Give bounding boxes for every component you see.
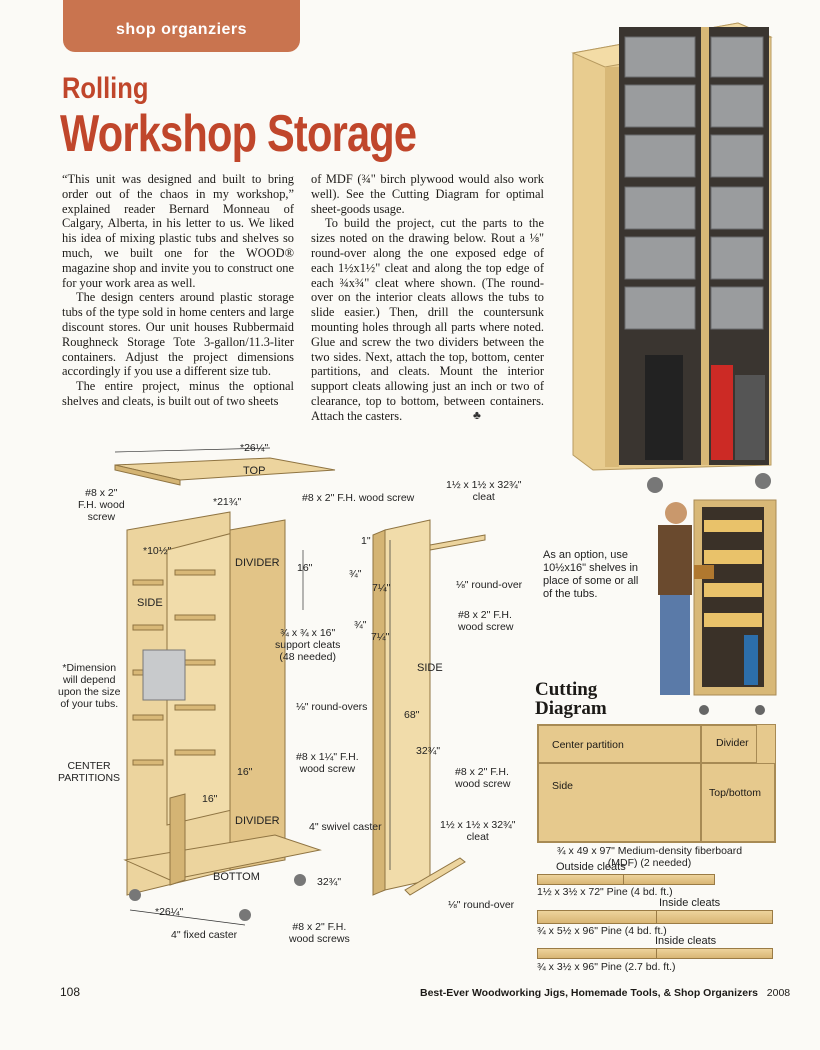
dim-68: 68" bbox=[404, 709, 420, 721]
cleat-bottom-label: 1½ x 1½ x 32¾" cleat bbox=[440, 819, 516, 843]
page-number: 108 bbox=[60, 985, 81, 999]
outside-cleats-label: Outside cleats bbox=[556, 861, 626, 873]
dim-10: *10½" bbox=[143, 545, 172, 557]
screw-right2-label: #8 x 2" F.H. wood screw bbox=[455, 766, 511, 790]
dim-1: 1" bbox=[361, 535, 371, 547]
roundovers-label: ⅛" round-overs bbox=[296, 701, 368, 713]
footer-title bbox=[420, 987, 790, 999]
exploded-drawing bbox=[55, 440, 535, 950]
dim-3234a: 32¾" bbox=[416, 745, 441, 757]
footer-book-title: Best-Ever Woodworking Jigs, Homemade Tools, & Shop Organizers bbox=[420, 987, 759, 999]
inside-cleats-1-label: Inside cleats bbox=[659, 897, 721, 909]
dim-3234b: 32¾" bbox=[317, 876, 342, 888]
cutting-title-line2: Diagram bbox=[535, 698, 607, 719]
divider-top-label: DIVIDER bbox=[235, 557, 280, 569]
bottom-label: BOTTOM bbox=[213, 871, 260, 883]
man-with-cabinet-photo bbox=[632, 495, 782, 720]
cabinet-photo bbox=[563, 15, 783, 500]
divider-bottom-label: DIVIDER bbox=[235, 815, 280, 827]
roundover-a-label: ⅛" round-over bbox=[456, 579, 523, 591]
end-mark-icon: ♣ bbox=[473, 408, 481, 422]
body-column-2 bbox=[311, 172, 544, 424]
cutting-title bbox=[535, 680, 607, 718]
pine-board-3 bbox=[537, 948, 773, 959]
title-line1: Rolling bbox=[62, 72, 149, 105]
side-part: Side bbox=[538, 763, 701, 842]
paragraph-4: of MDF (¾" birch plywood would also work well). See the Cutting Diagram for optimal sheet-goods usage. bbox=[311, 172, 544, 216]
option-caption: As an option, use 10½x16" shelves in place of some or all of the tubs. bbox=[543, 549, 639, 600]
pine-board-1 bbox=[537, 874, 715, 885]
mdf-caption: ¾ x 49 x 97" Medium-density fiberboard (MDF) (2 needed) bbox=[556, 845, 743, 869]
body-column-1 bbox=[62, 172, 294, 409]
fixed-caster-label: 4" fixed caster bbox=[171, 929, 238, 941]
section-tab: shop organziers bbox=[63, 0, 300, 52]
footer-year: 2008 bbox=[766, 987, 791, 999]
dim-21: *21¾" bbox=[213, 496, 242, 508]
paragraph-1: “This unit was designed and built to bring order out of the chaos in my workshop,” explained reader Bernard Monneau of Calgary, Alberta, in his letter to us. We liked his idea of mixing plastic tubs and shelves so much, we built one for the WOOD® magazine shop and invite you to construct one for your work area as well. bbox=[62, 172, 294, 290]
inside-cleats-2-label: Inside cleats bbox=[655, 935, 717, 947]
top-bottom-part: Top/bottom bbox=[701, 763, 775, 842]
side-left-label: SIDE bbox=[137, 597, 163, 609]
pine-board-2 bbox=[537, 910, 773, 924]
pine-board-2-caption: ¾ x 5½ x 96" Pine (4 bd. ft.) bbox=[537, 925, 667, 937]
dim-714b: 7¼" bbox=[371, 631, 390, 643]
dim-714a: 7¼" bbox=[372, 582, 391, 594]
paragraph-5: To build the project, cut the parts to the sizes noted on the drawing below. Rout a ⅛" round-over along the one exposed edge of each 1½x1½" cleat and along the top edge of each ¾x¾" cleat where shown. (The round-over on the interior cleats allows the tubs to slide easier.) Then, drill the countersunk mounting holes through all parts where noted. Glue and screw the two dividers between the two sides. Next, attach the top, bottom, center partitions, and cleats. Mount the interior support cleats allowing just an inch or two of clearance, top to bottom, between containers. Attach the casters. bbox=[311, 216, 544, 423]
roundover-b-label: ⅛" round-over bbox=[448, 899, 515, 911]
side-right-label: SIDE bbox=[417, 662, 443, 674]
mdf-sheet bbox=[537, 724, 776, 843]
dim-34a: ¾" bbox=[349, 568, 362, 580]
dim-26-bottom: *26¼" bbox=[155, 906, 184, 918]
title-line2: Workshop Storage bbox=[60, 105, 417, 163]
pine-board-1-caption: 1½ x 3½ x 72" Pine (4 bd. ft.) bbox=[537, 886, 673, 898]
cutting-title-line1: Cutting bbox=[535, 679, 598, 700]
support-cleats-label: ¾ x ¾ x 16" support cleats (48 needed) bbox=[275, 627, 341, 663]
dimension-note: *Dimension will depend upon the size of your tubs. bbox=[58, 662, 121, 710]
dim-16a: 16" bbox=[297, 562, 313, 574]
center-partitions-label: CENTER PARTITIONS bbox=[58, 760, 121, 784]
dim-34b: ¾" bbox=[354, 619, 367, 631]
screw-top-left-label: #8 x 2" F.H. wood screw bbox=[78, 487, 125, 523]
dim-16b: 16" bbox=[237, 766, 253, 778]
paragraph-3: The entire project, minus the optional shelves and cleats, is built out of two sheets bbox=[62, 379, 294, 408]
screws-bottom-label: #8 x 2" F.H. wood screws bbox=[289, 921, 350, 945]
divider-part: Divider bbox=[701, 725, 757, 763]
top-label: TOP bbox=[243, 465, 266, 477]
cleat-top-label: 1½ x 1½ x 32¾" cleat bbox=[446, 479, 522, 503]
screw-right-label: #8 x 2" F.H. wood screw bbox=[458, 609, 514, 633]
screw-114-label: #8 x 1¼" F.H. wood screw bbox=[296, 751, 359, 775]
center-partition-part: Center partition bbox=[538, 725, 701, 763]
dim-26-top: *26¼" bbox=[240, 442, 269, 454]
dim-16c: 16" bbox=[202, 793, 218, 805]
screw-top-label: #8 x 2" F.H. wood screw bbox=[302, 492, 415, 504]
paragraph-2: The design centers around plastic storage tubs of the type sold in home centers and large discount stores. Our unit houses Rubbermaid Roughneck Storage Tote 3-gallon/11.3-liter containers. Adjust the project dimensions accordingly if you use a different size tub. bbox=[62, 290, 294, 379]
pine-board-3-caption: ¾ x 3½ x 96" Pine (2.7 bd. ft.) bbox=[537, 961, 676, 973]
swivel-caster-label: 4" swivel caster bbox=[309, 821, 382, 833]
